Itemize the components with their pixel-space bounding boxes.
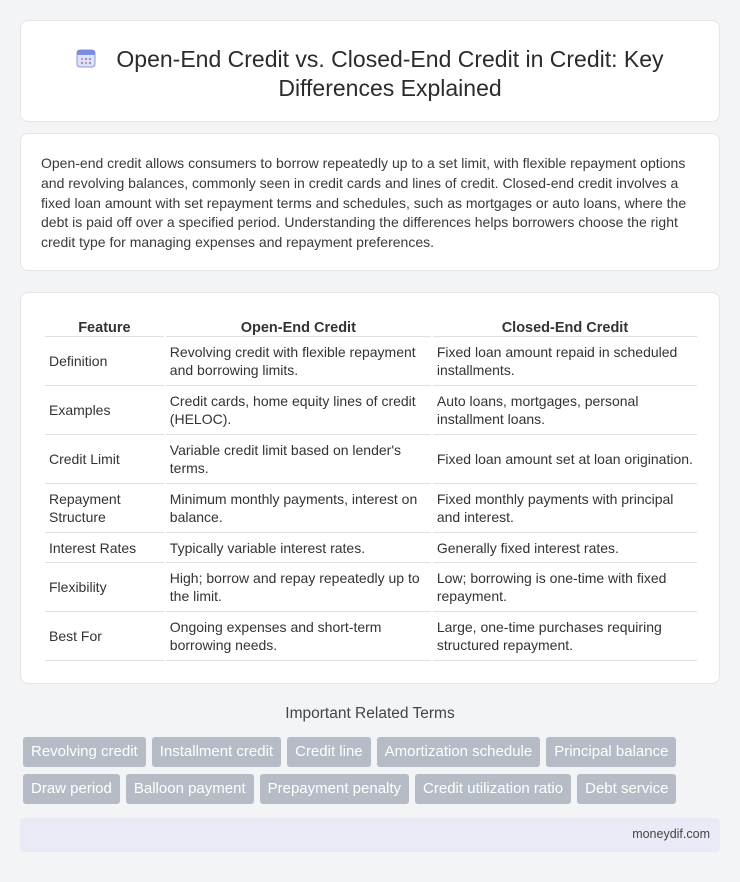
table-row bbox=[45, 612, 697, 661]
related-terms-heading: Important Related Terms bbox=[285, 705, 455, 722]
tag-prepayment-penalty[interactable]: Prepayment penalty bbox=[260, 774, 409, 804]
open-end-cell: Ongoing expenses and short-term borrowing needs. bbox=[166, 612, 431, 661]
table-row bbox=[45, 337, 697, 386]
open-end-cell: Credit cards, home equity lines of credit (HELOC). bbox=[166, 386, 431, 435]
intro-card bbox=[20, 133, 720, 271]
closed-end-cell: Fixed loan amount repaid in scheduled installments. bbox=[433, 337, 697, 386]
tag-balloon-payment[interactable]: Balloon payment bbox=[126, 774, 254, 804]
tag-credit-line[interactable]: Credit line bbox=[287, 737, 371, 767]
tag-draw-period[interactable]: Draw period bbox=[23, 774, 120, 804]
closed-end-cell: Generally fixed interest rates. bbox=[433, 533, 697, 563]
tag-row bbox=[23, 737, 723, 767]
feature-cell: Best For bbox=[45, 612, 164, 661]
feature-cell: Flexibility bbox=[45, 563, 164, 612]
feature-cell: Interest Rates bbox=[45, 533, 164, 563]
table-row bbox=[45, 386, 697, 435]
closed-end-cell: Low; borrowing is one-time with fixed repayment. bbox=[433, 563, 697, 612]
tag-debt-service[interactable]: Debt service bbox=[577, 774, 676, 804]
tag-row bbox=[23, 774, 723, 804]
related-terms bbox=[23, 737, 723, 811]
feature-cell: Credit Limit bbox=[45, 435, 164, 484]
open-end-cell: Minimum monthly payments, interest on balance. bbox=[166, 484, 431, 533]
closed-end-cell: Fixed loan amount set at loan origination. bbox=[433, 435, 697, 484]
tag-revolving-credit[interactable]: Revolving credit bbox=[23, 737, 146, 767]
open-end-cell: Variable credit limit based on lender's terms. bbox=[166, 435, 431, 484]
header-closed-end: Closed-End Credit bbox=[433, 315, 697, 337]
tag-credit-utilization-ratio[interactable]: Credit utilization ratio bbox=[415, 774, 571, 804]
table-row bbox=[45, 563, 697, 612]
open-end-cell: Typically variable interest rates. bbox=[166, 533, 431, 563]
feature-cell: Repayment Structure bbox=[45, 484, 164, 533]
header-feature: Feature bbox=[45, 315, 164, 337]
footer bbox=[20, 818, 720, 852]
title-card bbox=[20, 20, 720, 122]
tag-principal-balance[interactable]: Principal balance bbox=[546, 737, 676, 767]
open-end-cell: High; borrow and repay repeatedly up to the limit. bbox=[166, 563, 431, 612]
feature-cell: Definition bbox=[45, 337, 164, 386]
page-title: Open-End Credit vs. Closed-End Credit in Credit: Key Differences Explained bbox=[116, 46, 664, 101]
header-open-end: Open-End Credit bbox=[166, 315, 431, 337]
comparison-card bbox=[20, 292, 720, 684]
closed-end-cell: Fixed monthly payments with principal and interest. bbox=[433, 484, 697, 533]
closed-end-cell: Auto loans, mortgages, personal installment loans. bbox=[433, 386, 697, 435]
open-end-cell: Revolving credit with flexible repayment and borrowing limits. bbox=[166, 337, 431, 386]
tag-amortization-schedule[interactable]: Amortization schedule bbox=[377, 737, 541, 767]
table-row bbox=[45, 484, 697, 533]
site-name: moneydif.com bbox=[632, 827, 710, 841]
comparison-table bbox=[43, 315, 699, 661]
intro-paragraph: Open-end credit allows consumers to borrow repeatedly up to a set limit, with flexible repayment options and revolving balances, commonly seen in credit cards and lines of credit. Closed-end credit involves a fixed loan amount with set repayment terms and schedules, such as mortgages or auto loans, where the debt is paid off over a specified period. Understanding the differences helps borrowers choose the right credit type for managing expenses and repayment preferences. bbox=[41, 155, 687, 251]
tag-installment-credit[interactable]: Installment credit bbox=[152, 737, 281, 767]
feature-cell: Examples bbox=[45, 386, 164, 435]
table-row bbox=[45, 435, 697, 484]
closed-end-cell: Large, one-time purchases requiring structured repayment. bbox=[433, 612, 697, 661]
table-row bbox=[45, 533, 697, 563]
